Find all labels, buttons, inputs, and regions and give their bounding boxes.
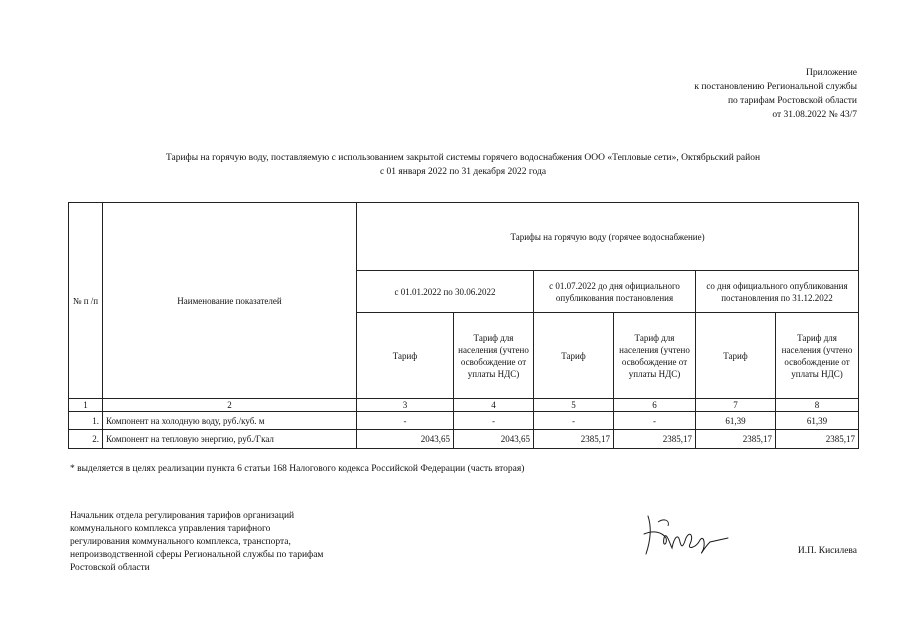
column-number: 2 (103, 399, 357, 412)
signer-line: Начальник отдела регулирования тарифов организаций (70, 511, 295, 521)
appendix-line: Приложение (806, 68, 857, 78)
subheader-tariff: Тариф (696, 313, 776, 399)
column-number: 3 (357, 399, 454, 412)
row-num: 2. (69, 430, 103, 449)
cell-value: 2385,17 (776, 430, 859, 449)
row-name: Компонент на холодную воду, руб./куб. м (103, 412, 357, 430)
column-numbers-row (69, 399, 859, 412)
column-number: 4 (454, 399, 534, 412)
tariff-table (68, 202, 859, 449)
title-period: с 01 января 2022 по 31 декабря 2022 года (379, 167, 547, 177)
cell-value: 61,39 (776, 412, 859, 430)
cell-value: - (454, 412, 534, 430)
column-number: 8 (776, 399, 859, 412)
cell-value: - (357, 412, 454, 430)
subheader-population: Тариф для населения (учтено освобождение от уплаты НДС) (454, 313, 534, 399)
subheader-tariff: Тариф (534, 313, 614, 399)
column-number: 7 (696, 399, 776, 412)
signer-line: регулирования коммунального комплекса, транспорта, (70, 537, 291, 547)
document-title (68, 151, 858, 179)
cell-value: 2385,17 (534, 430, 614, 449)
signer-line: непроизводственной сферы Региональной службы по тарифам (70, 550, 324, 560)
signer-line: коммунального комплекса управления тарифного (70, 524, 271, 534)
signer-line: Ростовской области (70, 563, 150, 573)
subheader-population: Тариф для населения (учтено освобождение от уплаты НДС) (614, 313, 696, 399)
appendix-line: по тарифам Ростовской области (727, 96, 857, 106)
signer-name: И.П. Кисилева (797, 546, 857, 556)
row-num: 1. (69, 412, 103, 430)
cell-value: 2385,17 (696, 430, 776, 449)
period-1: с 01.01.2022 по 30.06.2022 (357, 271, 534, 313)
cell-value: 2043,65 (454, 430, 534, 449)
column-number: 6 (614, 399, 696, 412)
period-3: со дня официального опубликования постановления по 31.12.2022 (696, 271, 859, 313)
subheader-population: Тариф для населения (учтено освобождение от уплаты НДС) (776, 313, 859, 399)
period-2: с 01.07.2022 до дня официального опубликования постановления (534, 271, 696, 313)
appendix-line: от 31.08.2022 № 43/7 (772, 110, 857, 120)
header-name: Наименование показателей (103, 203, 357, 399)
subheader-tariff: Тариф (357, 313, 454, 399)
handwritten-signature (640, 508, 730, 558)
column-number: 5 (534, 399, 614, 412)
signer-position (70, 510, 370, 575)
cell-value: 2385,17 (614, 430, 696, 449)
title-line: Тарифы на горячую воду, поставляемую с использованием закрытой системы горячего водоснабжения ООО «Тепловые сети», Октябрьский район (165, 153, 761, 163)
cell-value: 2043,65 (357, 430, 454, 449)
table-row (69, 430, 859, 449)
footnote: * выделяется в целях реализации пункта 6 статьи 168 Налогового кодекса Российской Федерации (часть вторая) (70, 464, 525, 474)
table-row (69, 412, 859, 430)
column-number: 1 (69, 399, 103, 412)
cell-value: - (614, 412, 696, 430)
appendix-block (597, 66, 857, 122)
cell-value: 61,39 (696, 412, 776, 430)
header-num: № п /п (69, 203, 103, 399)
header-group: Тарифы на горячую воду (горячее водоснабжение) (357, 203, 859, 271)
header-row (69, 203, 859, 271)
cell-value: - (534, 412, 614, 430)
appendix-line: к постановлению Региональной службы (694, 82, 857, 92)
row-name: Компонент на тепловую энергию, руб./Гкал (103, 430, 357, 449)
